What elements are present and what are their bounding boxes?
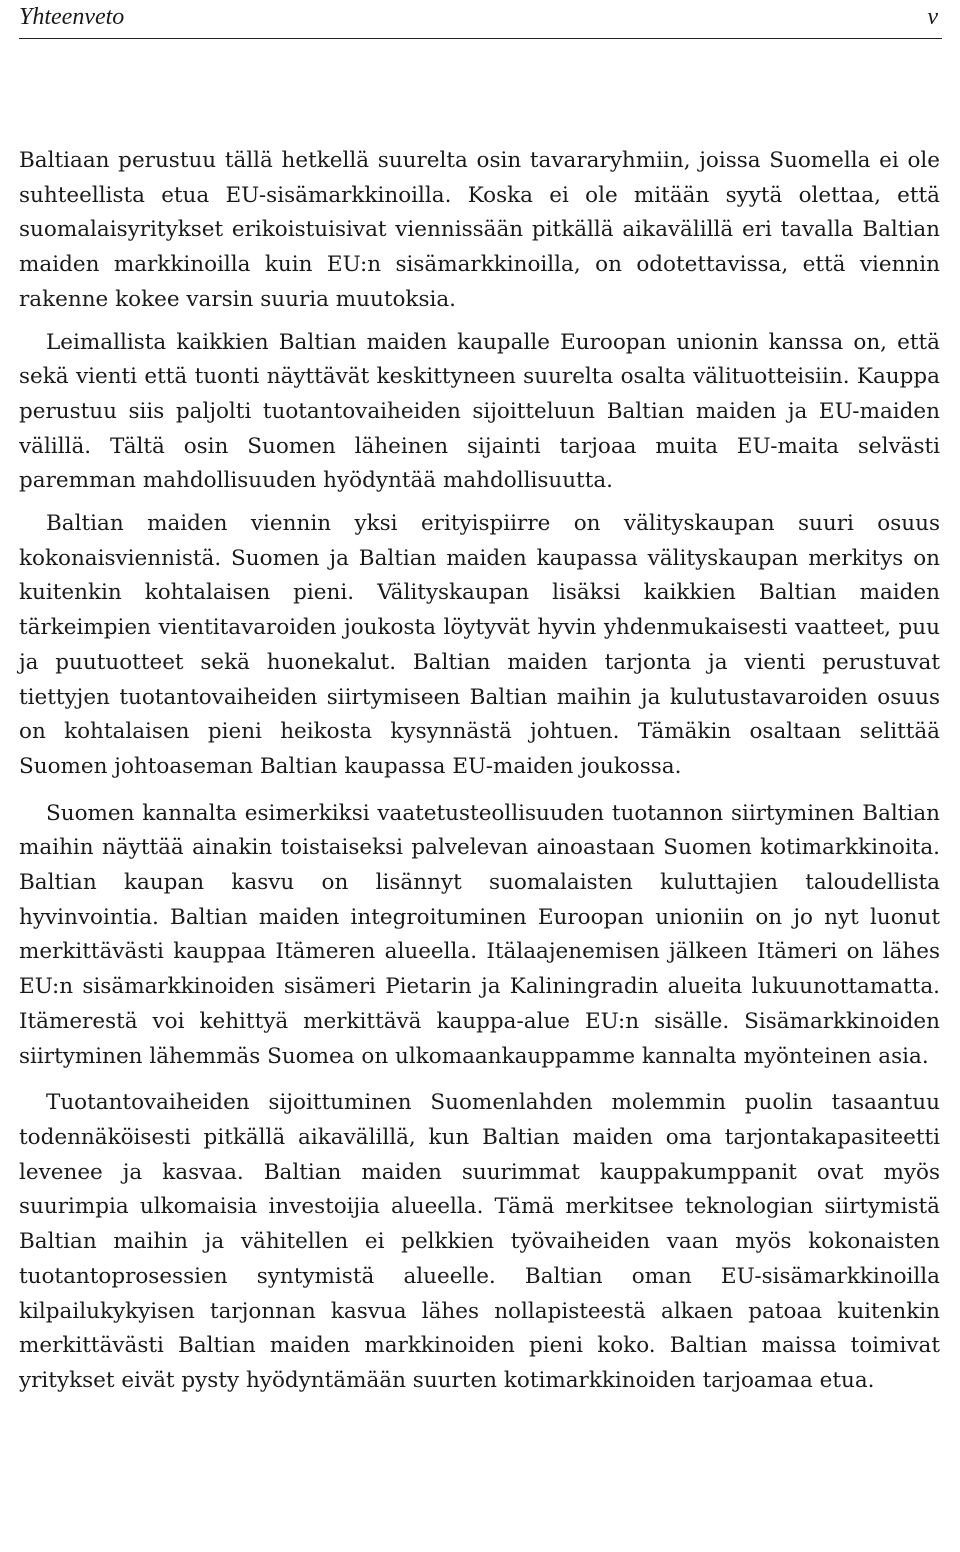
running-title: Yhteenveto <box>19 4 125 30</box>
paragraph-1: Baltiaan perustuu tällä hetkellä suurelta osin tavararyhmiin, joissa Suomella ei ole suhteellista etua EU-sisämarkkinoilla. Koska ei ole mitään syytä olettaa, että suomalaisyritykset erikoistuisivat viennissään pitkällä aikavälillä eri tavalla Baltian maiden markkinoilla kuin EU:n sisämarkkinoilla, on odotettavissa, että viennin rakenne kokee varsin suuria muutoksia. <box>19 148 940 312</box>
page-number: v <box>927 4 938 30</box>
paragraph-2: Leimallista kaikkien Baltian maiden kaupalle Euroopan unionin kanssa on, että sekä vienti että tuonti näyttävät keskittyneen suurelta osalta välituotteisiin. Kauppa perustuu siis paljolti tuotantovaiheiden sijoitteluun Baltian maiden ja EU-maiden välillä. Tältä osin Suomen läheinen sijainti tarjoaa muita EU-maita selvästi paremman mahdollisuuden hyödyntää mahdollisuutta. <box>19 329 940 494</box>
document-body <box>19 144 940 1399</box>
paragraph-5: Tuotantovaiheiden sijoittuminen Suomenlahden molemmin puolin tasaantuu todennäköisesti pitkällä aikavälillä, kun Baltian maiden oma tarjontakapasiteetti levenee ja kasvaa. Baltian maiden suurimmat kauppakumppanit ovat myös suurimpia ulkomaisia investoijia alueella. Tämä merkitsee teknologian siirtymistä Baltian maihin ja vähitellen ei pelkkien työvaiheiden vaan myös kokonaisten tuotantoprosessien syntymistä alueelle. Baltian oman EU-sisämarkkinoilla kilpailukykyisen tarjonnan kasvua lähes nollapisteestä alkaen patoaa kuitenkin merkittävästi Baltian maiden markkinoiden pieni koko. Baltian maissa toimivat yritykset eivät pysty hyödyntämään suurten kotimarkkinoiden tarjoamaa etua. <box>19 1090 940 1393</box>
page-header <box>19 0 942 39</box>
paragraph-3: Baltian maiden viennin yksi erityispiirre on välityskaupan suuri osuus kokonaisviennistä. Suomen ja Baltian maiden kaupassa välityskaupan merkitys on kuitenkin kohtalaisen pieni. Välityskaupan lisäksi kaikkien Baltian maiden tärkeimpien vientitavaroiden joukosta löytyvät hyvin yhdenmukaisesti vaatteet, puu ja puutuotteet sekä huonekalut. Baltian maiden tarjonta ja vienti perustuvat tiettyjen tuotantovaiheiden siirtymiseen Baltian maihin ja kulutustavaroiden osuus on kohtalaisen pieni heikosta kysynnästä johtuen. Tämäkin osaltaan selittää Suomen johtoaseman Baltian kaupassa EU-maiden joukossa. <box>19 511 940 779</box>
paragraph-4: Suomen kannalta esimerkiksi vaatetusteollisuuden tuotannon siirtyminen Baltian maihin näyttää ainakin toistaiseksi palvelevan ainoastaan Suomen kotimarkkinoita. Baltian kaupan kasvu on lisännyt suomalaisten kuluttajien taloudellista hyvinvointia. Baltian maiden integroituminen Euroopan unioniin on jo nyt luonut merkittävästi kauppaa Itämeren alueella. Itälaajenemisen jälkeen Itämeri on lähes EU:n sisämarkkinoiden sisämeri Pietarin ja Kaliningradin alueita lukuunottamatta. Itämerestä voi kehittyä merkittävä kauppa-alue EU:n sisälle. Sisämarkkinoiden siirtyminen lähemmäs Suomea on ulkomaankauppamme kannalta myönteinen asia. <box>19 800 940 1069</box>
